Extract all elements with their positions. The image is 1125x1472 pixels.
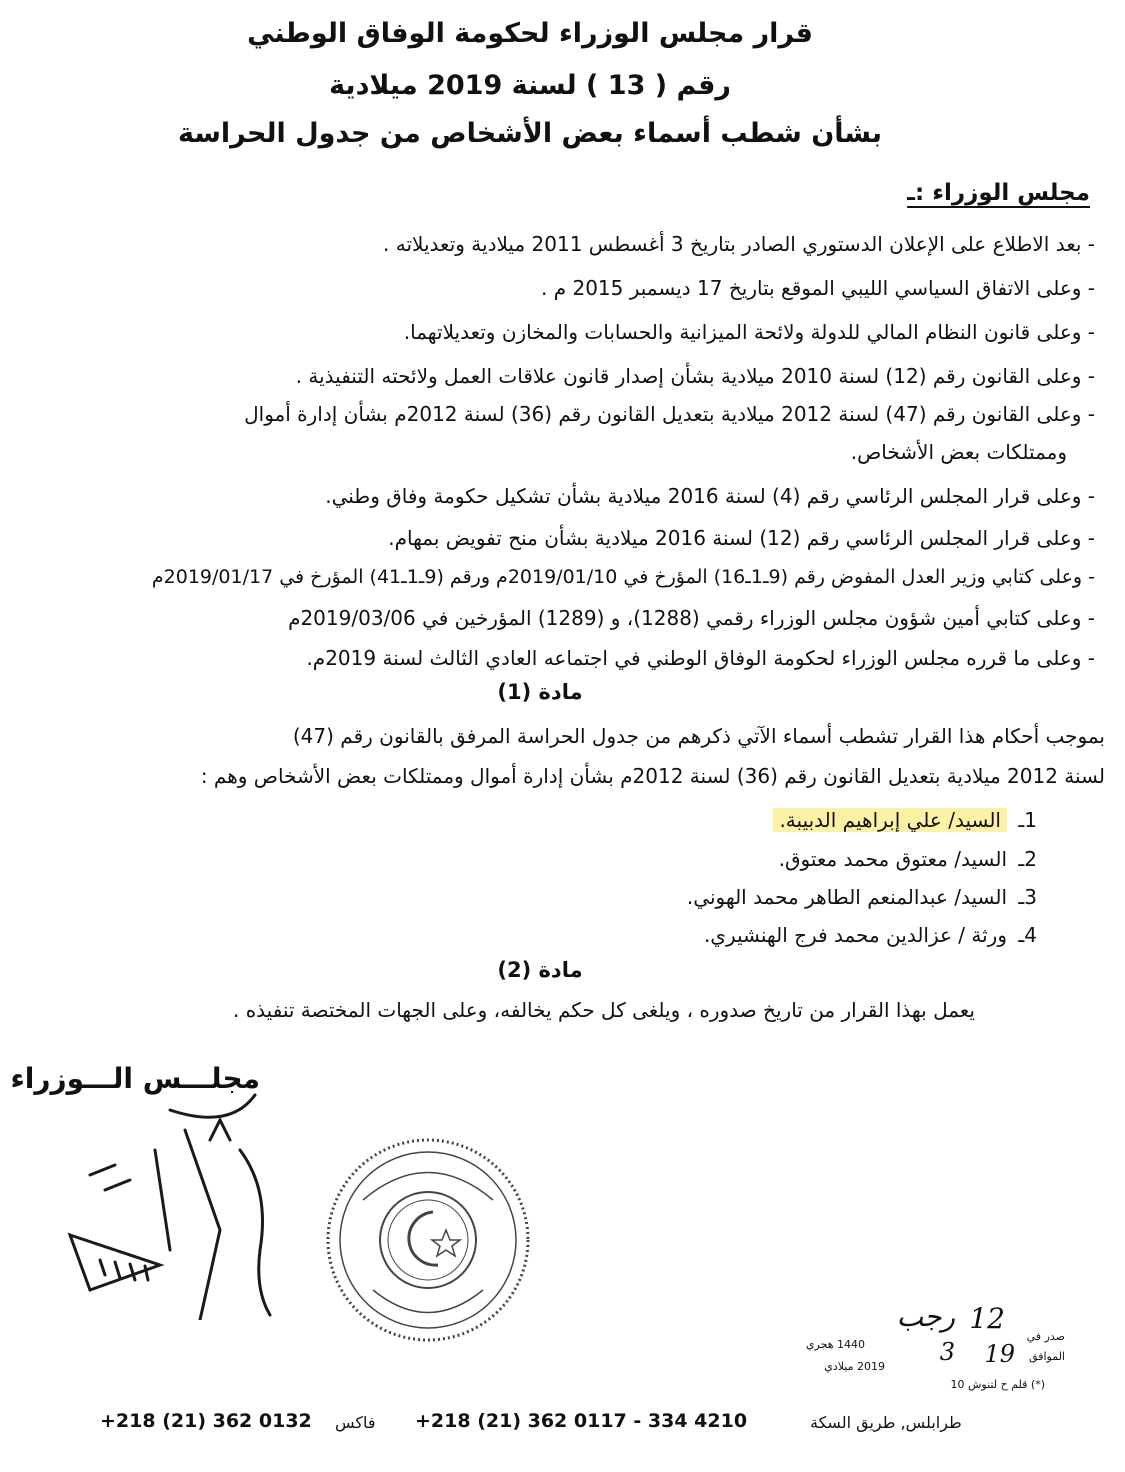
hijri-suffix: 1440 هجري	[805, 1338, 865, 1351]
hijri-day: 12	[969, 1302, 1005, 1335]
item-name: السيد/ علي إبراهيم الدبيبة.	[773, 808, 1007, 832]
fax-number: +218 (21) 362 0132	[100, 1410, 312, 1432]
official-seal	[318, 1130, 538, 1350]
preamble-line: - وعلى قرار المجلس الرئاسي رقم (4) لسنة 2016 ميلادية بشأن تشكيل حكومة وفاق وطني.	[325, 484, 1095, 508]
signature-title: مجلـــس الـــوزراء	[10, 1062, 260, 1095]
footer-contact	[100, 1410, 1030, 1442]
council-heading: مجلس الوزراء :ـ	[907, 180, 1090, 206]
item-number: 2ـ	[1018, 847, 1037, 871]
list-item	[773, 808, 1037, 832]
decision-number: رقم ( 13 ) لسنة 2019 ميلادية	[329, 70, 731, 101]
preamble-line: - وعلى ما قرره مجلس الوزراء لحكومة الوفاق الوطني في اجتماعه العادي الثالث لسنة 2019م.	[306, 646, 1095, 670]
hijri-month: رجب	[896, 1300, 955, 1333]
item-number: 3ـ	[1018, 885, 1037, 909]
item-number: 4ـ	[1018, 923, 1037, 947]
list-item	[704, 923, 1037, 947]
article-1-text: بموجب أحكام هذا القرار تشطب أسماء الآتي ذكرهم من جدول الحراسة المرفق بالقانون رقم (47)	[292, 724, 1105, 748]
preamble-line: - وعلى القانون رقم (12) لسنة 2010 ميلادية بشأن إصدار قانون علاقات العمل ولائحته التنفيذية .	[295, 364, 1095, 388]
preamble-line: - وعلى القانون رقم (47) لسنة 2012 ميلادية بتعديل القانون رقم (36) لسنة 2012م بشأن إدارة أموال	[244, 402, 1095, 426]
address: طرابلس, طريق السكة	[810, 1413, 962, 1432]
list-item	[779, 847, 1037, 871]
decision-subject: بشأن شطب أسماء بعض الأشخاص من جدول الحراسة	[177, 118, 883, 149]
article-2-text: يعمل بهذا القرار من تاريخ صدوره ، ويلغى كل حكم يخالفه، وعلى الجهات المختصة تنفيذه .	[232, 998, 975, 1022]
preamble-line: - بعد الاطلاع على الإعلان الدستوري الصادر بتاريخ 3 أغسطس 2011 ميلادية وتعديلاته .	[383, 232, 1095, 256]
gregorian-month: 3	[939, 1338, 955, 1366]
item-number: 1ـ	[1018, 808, 1037, 832]
corresponding-label: الموافق	[1029, 1350, 1065, 1363]
fax-label: فاكس	[335, 1413, 376, 1432]
preamble-line: - وعلى قرار المجلس الرئاسي رقم (12) لسنة 2016 ميلادية بشأن منح تفويض بمهام.	[388, 526, 1095, 550]
date-note: (*) قلم ح لتنوش 10	[950, 1378, 1045, 1391]
item-name: السيد/ عبدالمنعم الطاهر محمد الهوني.	[686, 885, 1007, 909]
article-2-title: مادة (2)	[497, 958, 583, 982]
gregorian-suffix: 2019 ميلادي	[824, 1360, 885, 1373]
article-1-title: مادة (1)	[497, 680, 583, 704]
gregorian-day: 19	[984, 1340, 1015, 1368]
list-item	[687, 885, 1037, 909]
preamble-line: - وعلى قانون النظام المالي للدولة ولائحة الميزانية والحسابات والمخازن وتعديلاتهما.	[403, 320, 1095, 344]
preamble-line: - وعلى كتابي وزير العدل المفوض رقم (9ـ1ـ16) المؤرخ في 2019/01/10م ورقم (9ـ1ـ41) المؤرخ في 2019/01/17م	[151, 566, 1095, 588]
preamble-line: - وعلى الاتفاق السياسي الليبي الموقع بتاريخ 17 ديسمبر 2015 م .	[541, 276, 1095, 300]
preamble-line: - وعلى كتابي أمين شؤون مجلس الوزراء رقمي (1288)، و (1289) المؤرخين في 2019/03/06م	[288, 606, 1095, 630]
date-block	[765, 1300, 1065, 1400]
handwritten-signature	[60, 1090, 280, 1320]
article-1-text: لسنة 2012 ميلادية بتعديل القانون رقم (36) لسنة 2012م بشأن إدارة أموال وممتلكات بعض الأشخاص وهم :	[200, 764, 1105, 788]
item-name: السيد/ معتوق محمد معتوق.	[778, 847, 1007, 871]
preamble-line: وممتلكات بعض الأشخاص.	[850, 440, 1067, 464]
item-name: ورثة / عزالدين محمد فرج الهنشيري.	[703, 923, 1007, 947]
issued-label: صدر في	[1026, 1330, 1065, 1343]
phone-numbers: +218 (21) 362 0117 - 334 4210	[415, 1410, 748, 1432]
decision-title: قرار مجلس الوزراء لحكومة الوفاق الوطني	[247, 18, 813, 49]
